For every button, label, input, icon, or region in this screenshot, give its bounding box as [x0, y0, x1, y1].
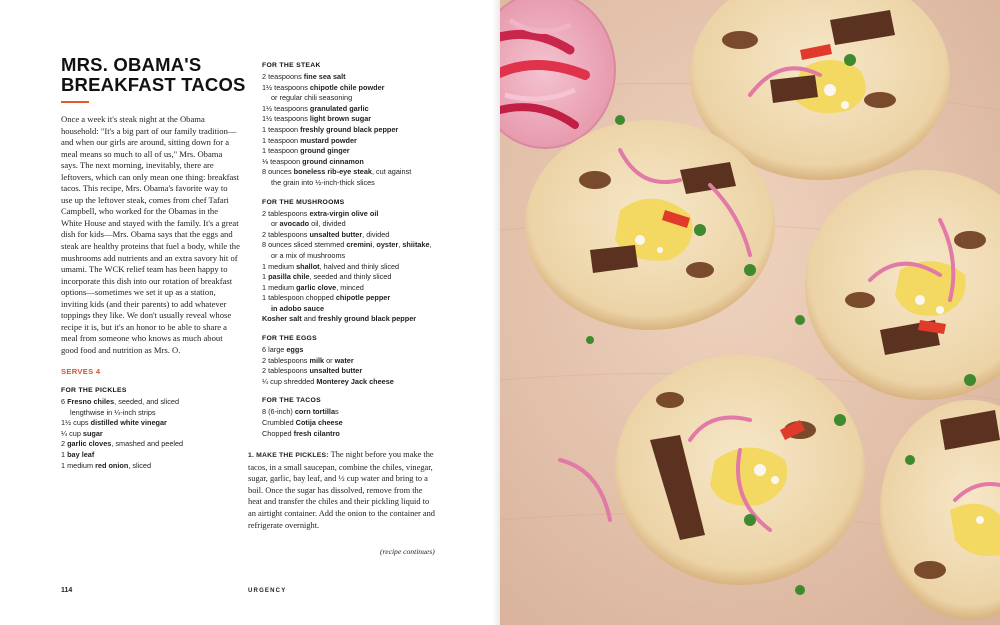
- ingredients-column: [262, 62, 452, 449]
- steak-section: [262, 62, 452, 189]
- ingredient-name: unsalted butter: [309, 366, 363, 376]
- ingredient-qty: 1½ teaspoons: [262, 82, 310, 92]
- ingredient-name: unsalted butter: [309, 229, 363, 239]
- ingredient-name: light brown sugar: [309, 114, 372, 124]
- ingredient-name: chipotle chile powder: [309, 82, 385, 92]
- ingredient-qty: 2 tablespoons: [262, 208, 310, 218]
- title-line-1: MRS. OBAMA'S: [61, 54, 202, 75]
- ingredient-line: [262, 146, 452, 157]
- pickles-heading: FOR THE PICKLES: [61, 387, 127, 394]
- ingredient-line: [61, 439, 241, 450]
- ingredient-line: [262, 377, 452, 388]
- ingredient-note: the grain into ½-inch-thick slices: [271, 177, 375, 187]
- tacos-photo-illustration: [500, 0, 1000, 625]
- ingredient-name: Cotija cheese: [295, 418, 343, 428]
- ingredient-line: [262, 407, 452, 418]
- ingredient-qty: ¼ cup: [61, 428, 83, 438]
- ingredient-note: , halved and thinly sliced: [319, 261, 400, 271]
- ingredient-qty: 1 teaspoon: [262, 124, 301, 134]
- ingredient-qty: 1½ cups: [61, 418, 91, 428]
- ingredient-qty: ¼ cup shredded: [262, 376, 317, 386]
- tacos-photo: [500, 0, 1000, 625]
- ingredient-qty: 2: [61, 439, 68, 449]
- ingredient-line: [262, 230, 452, 241]
- recipe-continues: (recipe continues): [380, 547, 435, 556]
- step-label: 1. MAKE THE PICKLES:: [248, 452, 329, 459]
- ingredient-name: Monterey Jack cheese: [316, 376, 394, 386]
- ingredient-line: [262, 114, 452, 125]
- ingredient-qty: 1: [61, 449, 68, 459]
- ingredient-line: [262, 429, 452, 440]
- ingredient-line: [61, 397, 241, 418]
- tacos-heading: FOR THE TACOS: [262, 397, 321, 405]
- ingredient-line: [262, 272, 452, 283]
- ingredient-name: oyster: [376, 240, 399, 250]
- page-gutter: [492, 0, 500, 625]
- ingredient-qty: 1 teaspoon: [262, 135, 301, 145]
- ingredient-line: [262, 125, 452, 136]
- eggs-section: [262, 335, 452, 387]
- ingredient-qty: 1 medium: [262, 261, 297, 271]
- method-step-1: [248, 449, 438, 531]
- ingredient-qty: 1 medium: [262, 282, 297, 292]
- ingredient-note-text: oil, divided: [309, 219, 346, 229]
- ingredient-name: boneless rib-eye steak: [293, 167, 372, 177]
- ingredient-name: ground ginger: [300, 146, 350, 156]
- ingredient-qty: ⅛ teaspoon: [262, 156, 303, 166]
- step-text: The night before you make the tacos, in a small saucepan, combine the chiles, vinegar, sugar, garlic, bay leaf, and ½ cup water and bring to a boil. Once the sugar has dissolved, remove from the heat and transfer the chiles and their pickling liquid to an airtight container. Add the onion to the container and refrigerate overnight.: [248, 450, 435, 530]
- ingredient-name: distilled white vinegar: [90, 418, 167, 428]
- separator: or: [324, 355, 335, 365]
- ingredient-name: garlic clove: [296, 282, 337, 292]
- ingredient-line: [61, 429, 241, 440]
- ingredient-name: extra-virgin olive oil: [309, 208, 379, 218]
- ingredient-line: [262, 209, 452, 230]
- ingredient-name: shallot: [296, 261, 320, 271]
- ingredient-name: shiitake: [402, 240, 430, 250]
- ingredient-line: [262, 136, 452, 147]
- ingredient-note: , divided: [362, 229, 390, 239]
- ingredient-qty: 2 tablespoons: [262, 366, 310, 376]
- separator: and: [301, 314, 318, 324]
- ingredient-line: [262, 345, 452, 356]
- recipe-title: [61, 55, 251, 95]
- ingredient-name: Kosher salt: [262, 314, 302, 324]
- ingredient-line: [61, 418, 241, 429]
- ingredient-line: [262, 83, 452, 104]
- ingredient-name: granulated garlic: [309, 103, 369, 113]
- ingredient-name: corn tortilla: [294, 407, 335, 417]
- mushrooms-section: [262, 199, 452, 326]
- ingredient-line: [262, 314, 452, 325]
- ingredient-name: Fresno chiles: [67, 397, 115, 406]
- ingredient-qty: 1 tablespoon chopped: [262, 293, 336, 303]
- ingredient-name: fine sea salt: [303, 72, 346, 81]
- ingredient-line: [262, 167, 452, 188]
- ingredient-note: , cut against: [371, 167, 412, 177]
- method-paragraph: [248, 449, 438, 531]
- ingredient-name: bay leaf: [67, 449, 95, 459]
- ingredient-name: fresh cilantro: [293, 428, 340, 438]
- ingredient-name: garlic cloves: [67, 439, 112, 449]
- ingredient-note: , sliced: [128, 460, 152, 470]
- ingredient-qty: 1: [262, 272, 269, 282]
- ingredient-line: [262, 104, 452, 115]
- ingredient-line: [61, 450, 241, 461]
- ingredient-note: , smashed and peeled: [111, 439, 184, 449]
- ingredient-name: milk: [309, 355, 325, 365]
- ingredient-note: lengthwise in ¼-inch strips: [70, 407, 156, 417]
- ingredient-line: [262, 418, 452, 429]
- recipe-intro: [61, 114, 241, 356]
- ingredient-name: eggs: [286, 345, 304, 355]
- steak-heading: FOR THE STEAK: [262, 62, 321, 69]
- ingredient-qty: 1 teaspoon: [262, 146, 301, 156]
- page-number: 114: [61, 587, 73, 594]
- ingredient-note: , minced: [336, 282, 364, 292]
- ingredient-qty: 6: [61, 397, 68, 406]
- ingredient-note: s: [335, 407, 339, 417]
- ingredient-name: water: [334, 355, 354, 365]
- ingredient-line: [262, 240, 452, 261]
- ingredient-name: pasilla chile: [268, 272, 310, 282]
- ingredient-line: [61, 461, 241, 472]
- separator: ,: [372, 240, 377, 250]
- ingredient-note: or a mix of mushrooms: [271, 250, 346, 260]
- running-head: URGENCY: [248, 588, 287, 594]
- ingredient-name: freshly ground black pepper: [317, 314, 417, 324]
- tacos-section: [262, 397, 452, 439]
- separator: ,: [398, 240, 403, 250]
- title-line-2: BREAKFAST TACOS: [61, 74, 246, 95]
- ingredient-qty: 1½ teaspoons: [262, 103, 310, 113]
- ingredient-note-text: or: [271, 219, 280, 229]
- ingredient-line: [262, 262, 452, 273]
- ingredient-note: or regular chili seasoning: [271, 93, 353, 103]
- ingredient-name: avocado: [279, 219, 310, 229]
- ingredient-qty: 2 tablespoons: [262, 229, 310, 239]
- ingredient-qty: 8 (6-inch): [262, 407, 295, 417]
- ingredient-name: sugar: [82, 428, 103, 438]
- ingredient-note: [262, 219, 452, 230]
- ingredient-line: [262, 356, 452, 367]
- ingredient-name: mustard powder: [300, 135, 357, 145]
- ingredient-qty: 6 large: [262, 345, 287, 355]
- ingredient-name: in adobo sauce: [271, 303, 325, 313]
- ingredient-name: ground cinnamon: [302, 156, 364, 166]
- ingredient-qty: 1 medium: [61, 460, 96, 470]
- ingredient-qty: 2 tablespoons: [262, 355, 310, 365]
- ingredient-name: chipotle pepper: [335, 293, 391, 303]
- serves-label: SERVES 4: [61, 367, 101, 376]
- title-rule: [61, 101, 89, 103]
- ingredient-qty: 8 ounces sliced stemmed: [262, 240, 347, 250]
- ingredient-qty: Chopped: [262, 428, 294, 438]
- ingredient-qty: 1½ teaspoons: [262, 114, 310, 124]
- intro-paragraph: Once a week it's steak night at the Obama household: "It's a big part of our family tradition—and when our girls are around, sitting down for a meal means so much to all of us," Mrs. Obama says. The next morning, inevitably, there are leftovers, which can only mean one thing: breakfast tacos. This recipe, Mrs. Obama's favorite way to use up the leftover steak, comes from chef Tafari Campbell, who worked for the Obamas in the White House and stayed with the family. It's a great dish for kids—Mrs. Obama says that the eggs and steak are healthy proteins that fuel a body, while the mushrooms add nutrients and an extra savory hit of umami. The WCK relief team has been happy to incorporate this dish into our rotation of breakfast options—sometimes we set it up as a station, inviting kids (and their parents) to add whatever toppings they like. We don't usually reveal whose recipe it is, but it's an honor to be able to share a meal from someone who knows as much about good food and nutrition as Mrs. O.: [61, 114, 240, 355]
- ingredient-name: red onion: [95, 460, 129, 470]
- ingredient-note: , seeded, and sliced: [114, 397, 180, 406]
- eggs-heading: FOR THE EGGS: [262, 335, 317, 343]
- mushrooms-heading: FOR THE MUSHROOMS: [262, 198, 345, 206]
- ingredient-qty: 8 ounces: [262, 167, 294, 177]
- ingredient-line: [262, 366, 452, 377]
- ingredient-name: freshly ground black pepper: [300, 124, 399, 134]
- ingredient-line: [262, 72, 452, 83]
- ingredient-line: [262, 157, 452, 168]
- separator: ,: [429, 240, 432, 250]
- ingredient-name: cremini: [346, 240, 373, 250]
- pickles-section: [61, 387, 241, 471]
- ingredient-note: , seeded and thinly sliced: [309, 272, 392, 282]
- ingredient-line: [262, 283, 452, 294]
- ingredient-qty: 2 teaspoons: [262, 72, 304, 81]
- ingredient-qty: Crumbled: [262, 418, 296, 428]
- ingredient-line: [262, 293, 452, 314]
